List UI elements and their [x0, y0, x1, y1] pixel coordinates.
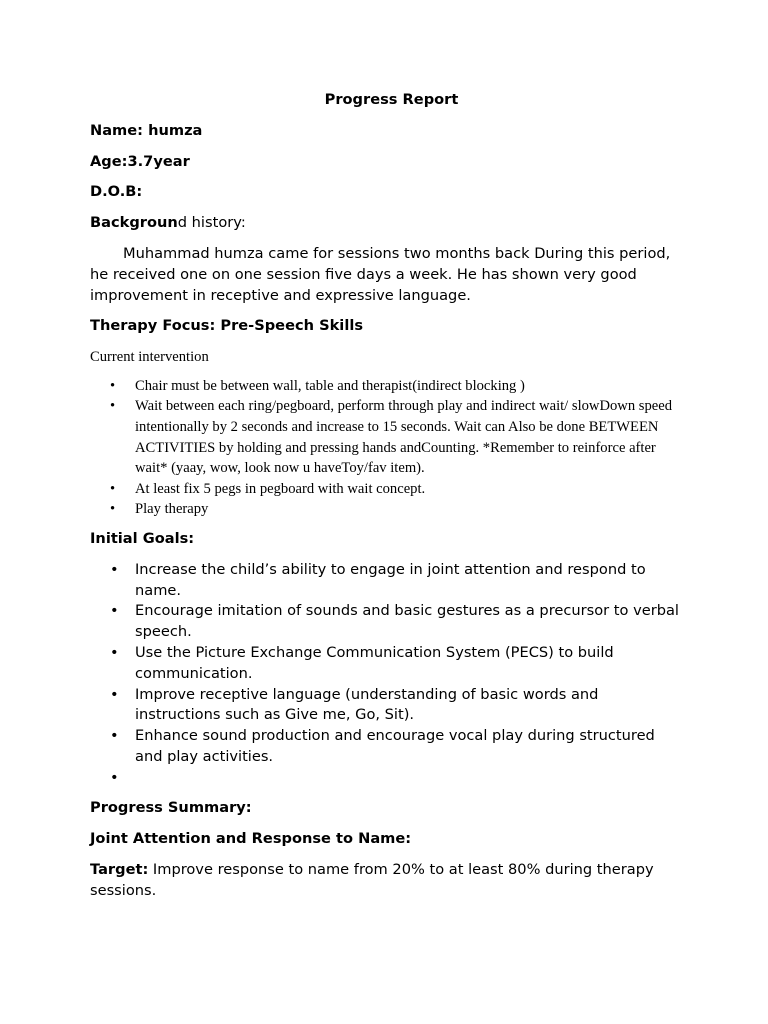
list-item: [90, 376, 685, 397]
list-item-text: Encourage imitation of sounds and basic gestures as a precursor to verbal speech.: [135, 602, 679, 641]
document-title: Progress Report: [324, 91, 459, 108]
list-item: [90, 479, 685, 500]
list-item: [90, 726, 685, 768]
current-intervention-label: Current intervention: [90, 349, 209, 366]
background-bold-part: Backgroun: [90, 214, 178, 232]
list-item-text: Increase the child’s ability to engage in joint attention and respond to name.: [135, 560, 646, 599]
list-item-text: Chair must be between wall, table and therapist(indirect blocking ): [135, 377, 525, 394]
list-item: [90, 685, 685, 727]
background-paragraph: Muhammad humza came for sessions two months back During this period, he received one on one session five days a week. He has shown very good improvement in receptive and expressive language.: [90, 244, 671, 304]
bullet-icon: •: [110, 768, 119, 786]
background-rest-part: d history:: [177, 214, 246, 232]
target-text: Improve response to name from 20% to at least 80% during therapy sessions.: [90, 861, 654, 899]
list-item: [90, 499, 685, 520]
progress-summary-heading: Progress Summary:: [90, 799, 252, 817]
list-item: [90, 768, 685, 789]
bullet-icon: •: [110, 398, 116, 415]
therapy-focus-heading: Therapy Focus: Pre-Speech Skills: [90, 317, 364, 335]
list-item: [90, 560, 685, 602]
document-page: [90, 90, 685, 902]
bullet-icon: •: [110, 602, 119, 620]
bullet-icon: •: [110, 727, 119, 745]
list-item-text: Use the Picture Exchange Communication System (PECS) to build communication.: [135, 643, 614, 682]
intervention-list: [90, 376, 685, 520]
initial-goals-list: [90, 560, 685, 789]
list-item: [90, 601, 685, 643]
list-item-text: Improve receptive language (understanding of basic words and instructions such as Give me, Go, Sit).: [135, 685, 599, 724]
joint-attention-heading: Joint Attention and Response to Name:: [90, 830, 412, 848]
list-item-text: Enhance sound production and encourage vocal play during structured and play activities.: [135, 727, 655, 765]
bullet-icon: •: [110, 560, 119, 578]
target-line: [90, 860, 685, 902]
list-item-text: Wait between each ring/pegboard, perform through play and indirect wait/ slowDown speed intentionally by 2 seconds and increase to 15 seconds. Wait can Also be done BETWEEN ACTIVITIES by holding and pressing hands andCounting. *Remember to reinforce after wait* (yaay, wow, look now u haveToy/fav item).: [135, 398, 673, 477]
background-history-label: [90, 213, 685, 234]
age-field: Age:3.7year: [90, 152, 190, 170]
target-label: Target:: [90, 861, 149, 879]
dob-field: D.O.B:: [90, 183, 143, 201]
list-item: [90, 643, 685, 685]
list-item-text: At least fix 5 pegs in pegboard with wait concept.: [135, 480, 426, 497]
name-field: Name: humza: [90, 121, 203, 139]
bullet-icon: •: [110, 480, 116, 497]
bullet-icon: •: [110, 685, 119, 703]
list-item-text: Play therapy: [135, 501, 209, 518]
bullet-icon: •: [110, 501, 116, 518]
initial-goals-heading: Initial Goals:: [90, 529, 195, 547]
bullet-icon: •: [110, 643, 119, 661]
bullet-icon: •: [110, 377, 116, 394]
list-item: [90, 396, 685, 478]
